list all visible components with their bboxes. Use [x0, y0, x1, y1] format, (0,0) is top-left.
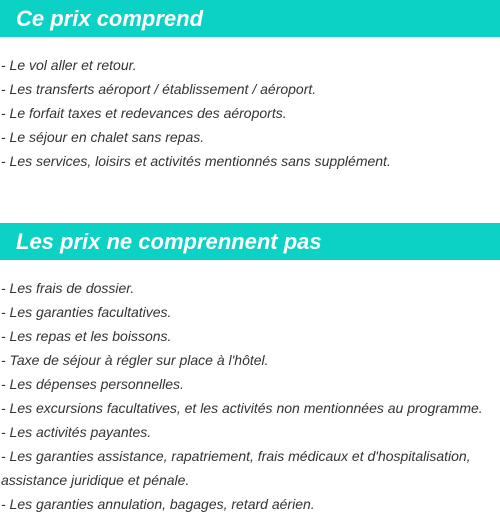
- list-item: - Les frais de dossier.: [1, 280, 135, 296]
- list-item: - Les repas et les boissons.: [1, 328, 172, 344]
- included-section-title: Ce prix comprend: [0, 0, 500, 37]
- list-item: - Les garanties annulation, bagages, retard aérien.: [1, 496, 315, 512]
- list-item: - Le séjour en chalet sans repas.: [1, 129, 205, 145]
- excluded-items-list: [0, 276, 500, 516]
- list-item: - Le forfait taxes et redevances des aéroports.: [1, 105, 287, 121]
- list-item: - Les services, loisirs et activités mentionnés sans supplément.: [1, 153, 391, 169]
- included-items-list: [0, 53, 500, 173]
- list-item: - Taxe de séjour à régler sur place à l'hôtel.: [1, 352, 269, 368]
- list-item: - Les garanties facultatives.: [1, 304, 172, 320]
- list-item: - Les garanties assistance, rapatriement, frais médicaux et d'hospitalisation, assistance juridique et pénale.: [1, 448, 471, 488]
- list-item: - Les activités payantes.: [1, 424, 152, 440]
- list-item: - Le vol aller et retour.: [1, 57, 137, 73]
- list-item: - Les dépenses personnelles.: [1, 376, 184, 392]
- list-item: - Les excursions facultatives, et les activités non mentionnées au programme.: [1, 400, 483, 416]
- excluded-section-title: Les prix ne comprennent pas: [0, 223, 500, 260]
- list-item: - Les transferts aéroport / établissement / aéroport.: [1, 81, 317, 97]
